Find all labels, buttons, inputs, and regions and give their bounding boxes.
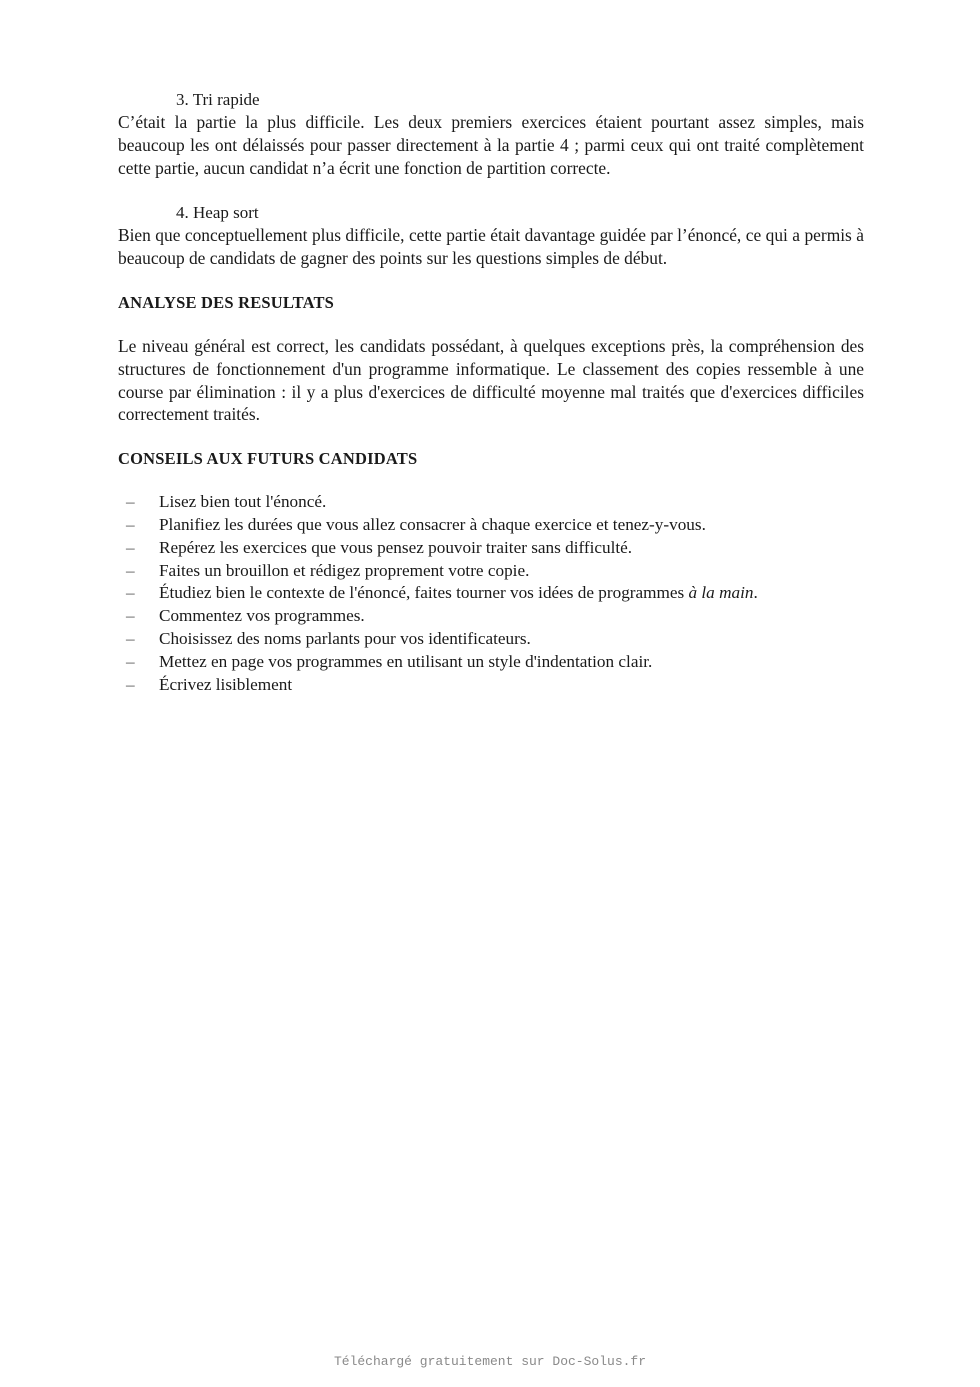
list-item-text: Choisissez des noms parlants pour vos identificateurs. — [159, 628, 531, 648]
list-item-text: Lisez bien tout l'énoncé. — [159, 492, 327, 512]
list-item — [118, 582, 864, 605]
section-3-paragraph: C’était la partie la plus difficile. Les deux premiers exercices étaient pourtant assez simples, mais beaucoup les ont délaissés pour passer directement à la partie 4 ; parmi ceux qui ont traité complètement cette partie, aucun candidat n’a écrit une fonction de partition correcte. — [118, 112, 864, 178]
advice-list — [118, 491, 864, 696]
bullet-dash: – — [126, 628, 135, 648]
list-item-text: Planifiez les durées que vous allez consacrer à chaque exercice et tenez-y-vous. — [159, 514, 706, 534]
list-item — [118, 514, 864, 537]
list-item-text: Faites un brouillon et rédigez proprement votre copie. — [159, 560, 530, 580]
bullet-dash: – — [126, 583, 135, 603]
download-footer: Téléchargé gratuitement sur Doc-Solus.fr — [333, 1354, 647, 1369]
conseils-heading: CONSEILS AUX FUTURS CANDIDATS — [118, 449, 418, 469]
list-item — [118, 537, 864, 560]
list-item-text: Mettez en page vos programmes en utilisant un style d'indentation clair. — [159, 651, 653, 671]
bullet-dash: – — [126, 492, 135, 512]
list-item — [118, 605, 864, 628]
list-item — [118, 491, 864, 514]
section-3-heading: 3. Tri rapide — [176, 90, 260, 109]
list-item-text: Repérez les exercices que vous pensez pouvoir traiter sans difficulté. — [159, 537, 633, 557]
list-item — [118, 628, 864, 651]
list-item — [118, 560, 864, 583]
section-4-paragraph: Bien que conceptuellement plus difficile, cette partie était davantage guidée par l’énoncé, ce qui a permis à beaucoup de candidats de gagner des points sur les questions simples de début. — [118, 225, 864, 269]
bullet-dash: – — [126, 514, 135, 534]
analyse-heading: ANALYSE DES RESULTATS — [118, 292, 335, 312]
bullet-dash: – — [126, 651, 135, 671]
bullet-dash: – — [126, 674, 135, 694]
list-item — [118, 651, 864, 674]
list-item-text-prefix: Étudiez bien le contexte de l'énoncé, faites tourner vos idées de programmes — [159, 583, 689, 603]
list-item-text-suffix: . — [753, 583, 758, 603]
list-item-text: Commentez vos programmes. — [159, 606, 365, 626]
list-item — [118, 674, 864, 697]
bullet-dash: – — [126, 606, 135, 626]
document-body — [118, 88, 864, 696]
list-item-emphasis: à la main — [688, 583, 754, 603]
list-item-text: Écrivez lisiblement — [159, 674, 293, 694]
bullet-dash: – — [126, 537, 135, 557]
bullet-dash: – — [126, 560, 135, 580]
section-4-heading: 4. Heap sort — [176, 203, 259, 223]
analyse-paragraph: Le niveau général est correct, les candidats possédant, à quelques exceptions près, la compréhension des structures de fonctionnement d'un programme informatique. Le classement des copies ressemble à une course par élimination : il y a plus d'exercices de difficulté moyenne mal traités que d'exercices difficiles correctement traités. — [118, 335, 864, 425]
